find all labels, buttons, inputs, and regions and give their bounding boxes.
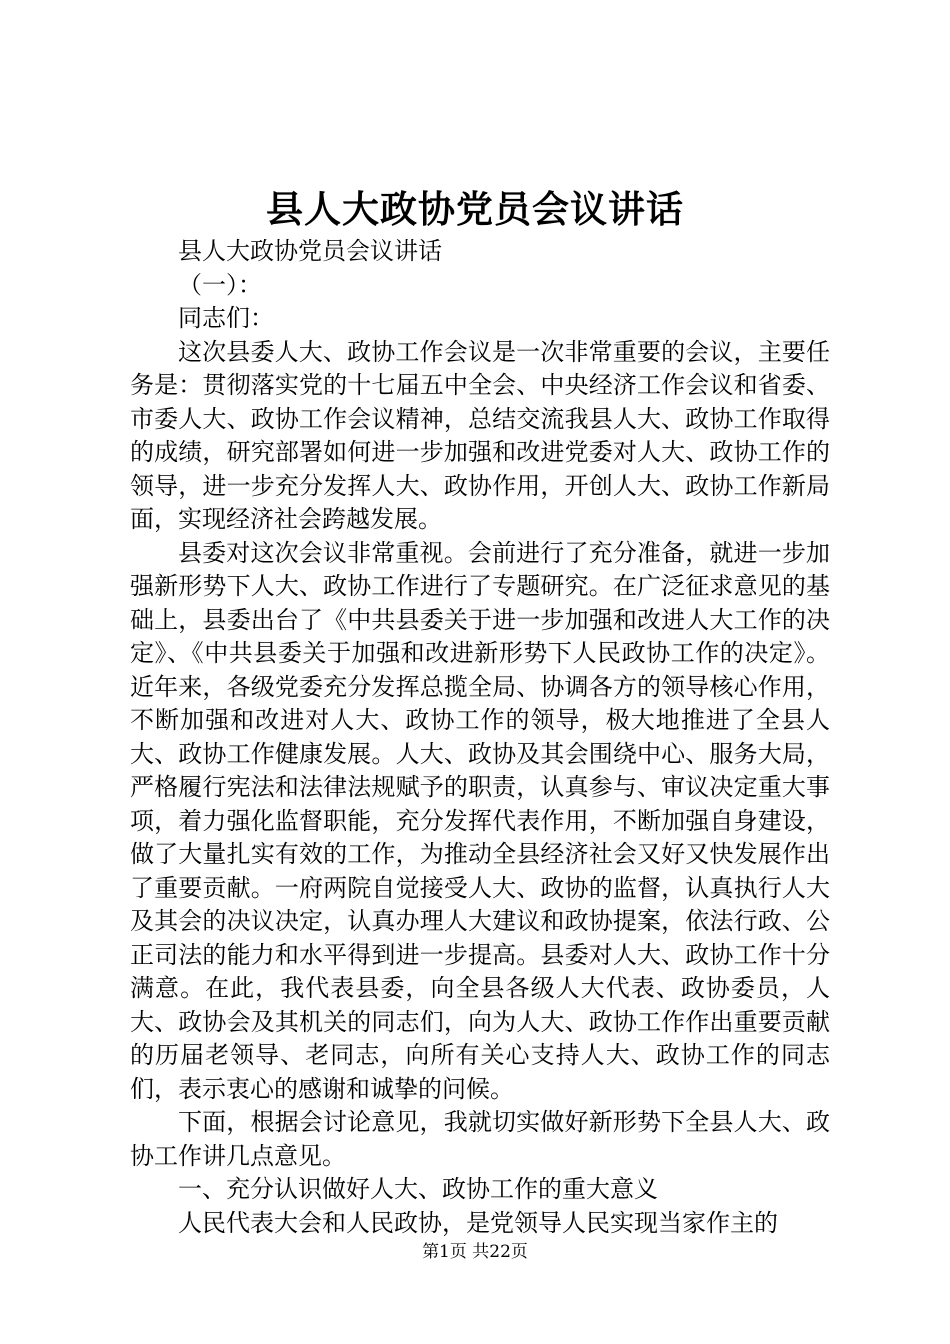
document-body: [130, 235, 830, 1240]
paragraph-people-congress: 人民代表大会和人民政协，是党领导人民实现当家作主的: [178, 1208, 778, 1237]
paragraph-meeting-purpose: 这次县委人大、政协工作会议是一次非常重要的会议，主要任务是：贯彻落实党的十七届五中全会、中央经济工作会议和省委、市委人大、政协工作会议精神，总结交流我县人大、政协工作取得的成绩，研究部署如何进一步加强和改进党委对人大、政协工作的领导，进一步充分发挥人大、政协作用，开创人大、政协工作新局面，实现经济社会跨越发展。: [130, 337, 830, 533]
paragraph-salutation: 同志们：: [178, 304, 274, 332]
paragraph-subtitle: 县人大政协党员会议讲话: [178, 237, 442, 265]
page-number-footer: 第1页 共22页: [422, 1242, 528, 1262]
paragraph-committee-importance: 县委对这次会议非常重视。会前进行了充分准备，就进一步加强新形势下人大、政协工作进行了专题研究。在广泛征求意见的基础上，县委出台了《中共县委关于进一步加强和改进人大工作的决定》、《中共县委关于加强和改进新形势下人民政协工作的决定》。近年来，各级党委充分发挥总揽全局、协调各方的领导核心作用，不断加强和改进对人大、政协工作的领导，极大地推进了全县人大、政协工作健康发展。人大、政协及其会围绕中心、服务大局，严格履行宪法和法律法规赋予的职责，认真参与、审议决定重大事项，着力强化监督职能，充分发挥代表作用，不断加强自身建设，做了大量扎实有效的工作，为推动全县经济社会又好又快发展作出了重要贡献。一府两院自觉接受人大、政协的监督，认真执行人大及其会的决议决定，认真办理人大建议和政协提案，依法行政、公正司法的能力和水平得到进一步提高。县委对人大、政协工作十分满意。在此，我代表县委，向全县各级人大代表、政协委员，人大、政协会及其机关的同志们，向为人大、政协工作作出重要贡献的历届老领导、老同志，向所有关心支持人大、政协工作的同志们，表示衷心的感谢和诚挚的问候。: [130, 538, 830, 1103]
document-title: 县人大政协党员会议讲话: [266, 187, 684, 231]
paragraph-heading-one: 一、充分认识做好人大、政协工作的重大意义: [178, 1175, 658, 1203]
paragraph-section-number: （一）：: [178, 270, 262, 299]
paragraph-opinions-intro: 下面，根据会讨论意见，我就切实做好新形势下全县人大、政协工作讲几点意见。: [130, 1108, 830, 1170]
